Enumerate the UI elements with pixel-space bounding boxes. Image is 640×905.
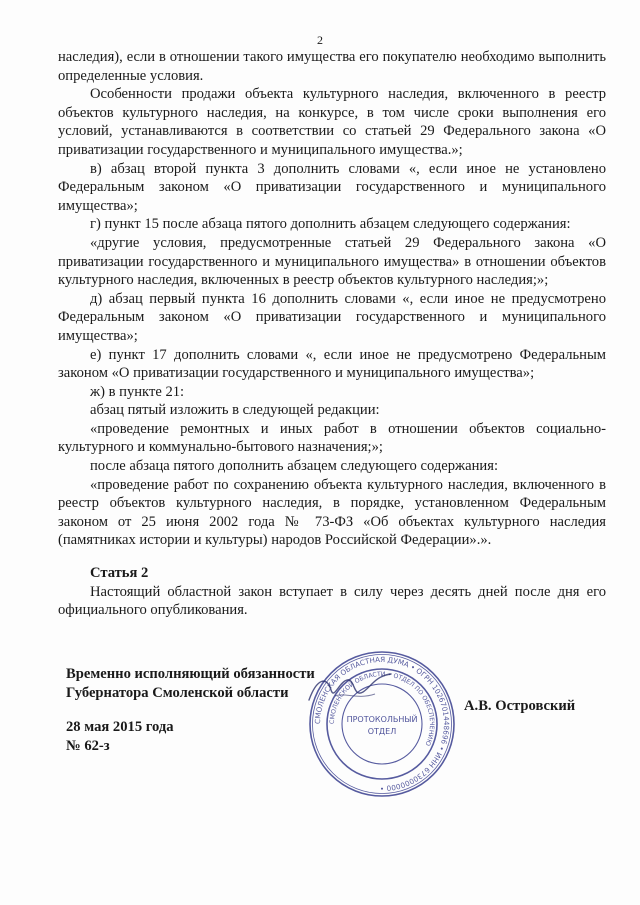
law-number: № 62-з xyxy=(66,738,110,754)
paragraph: «проведение ремонтных и иных работ в отношении объектов социально-культурного и коммунально-бытового назначения;»; xyxy=(58,420,606,456)
paragraph: «проведение работ по сохранению объекта культурного наследия, включенного в реестр объектов культурного наследия, в порядке, установленном Федеральным законом от 25 июня 2002 года № 73-ФЗ «Об объектах культурного наследия (памятниках истории и культуры) народов Российской Федерации».». xyxy=(58,476,606,549)
page-number: 2 xyxy=(317,33,323,47)
signatory-position xyxy=(66,665,336,703)
paragraph: ж) в пункте 21: xyxy=(90,383,185,400)
paragraph: абзац пятый изложить в следующей редакции: xyxy=(90,402,380,419)
paragraph: д) абзац первый пункта 16 дополнить словами «, если иное не предусмотрено Федеральным законом «О приватизации государственного и муниципального имущества»; xyxy=(58,290,606,344)
paragraph: г) пункт 15 после абзаца пятого дополнить абзацем следующего содержания: xyxy=(90,216,571,233)
paragraph: е) пункт 17 дополнить словами «, если иное не предусмотрено Федеральным законом «О приватизации государственного и муниципального имущества»; xyxy=(58,346,606,382)
seal-outer-ring-text: СМОЛЕНСКАЯ ОБЛАСТНАЯ ДУМА • ОГРН 1026701448696 • ИНН 6730000000 • xyxy=(312,654,452,794)
paragraph: после абзаца пятого дополнить абзацем следующего содержания: xyxy=(90,458,498,475)
signatory-position-line: Губернатора Смоленской области xyxy=(66,685,289,701)
article-title: Статья 2 xyxy=(90,565,149,582)
signatory-position-line: Временно исполняющий обязанности xyxy=(66,666,315,682)
paragraph: в) абзац второй пункта 3 дополнить словами «, если иное не установлено Федеральным законом «О приватизации государственного и муниципального имущества»; xyxy=(58,160,606,214)
signatory-name: А.В. Островский xyxy=(464,698,576,714)
document-body xyxy=(58,48,606,620)
paragraph: наследия), если в отношении такого имущества его покупателю необходимо выполнить определенные условия. xyxy=(58,49,606,84)
paragraph: Особенности продажи объекта культурного наследия, включенного в реестр объектов культурного наследия, на конкурсе, в том числе сроки выполнения его условий, устанавливаются в соответствии со статьей 29 Федерального закона «О приватизации государственного и муниципального имущества.»; xyxy=(58,86,606,158)
signing-date: 28 мая 2015 года xyxy=(66,719,174,735)
article-text: Настоящий областной закон вступает в силу через десять дней после дня его официального опубликования. xyxy=(58,583,606,619)
seal-center-line: ОТДЕЛ xyxy=(367,727,397,736)
handwritten-signature xyxy=(305,670,395,710)
seal-center-line: ПРОТОКОЛЬНЫЙ xyxy=(346,715,418,724)
paragraph: «другие условия, предусмотренные статьей 29 Федерального закона «О приватизации государственного и муниципального имущества» в отношении объектов культурного наследия, включенных в реестр объектов культурного наследия;»; xyxy=(58,234,606,289)
seal-inner-ring-text: СМОЛЕНСКОЙ ОБЛАСТИ • ОТДЕЛ ПО ОБЕСПЕЧЕНИЮ xyxy=(328,670,436,747)
signing-date-block xyxy=(66,718,174,756)
